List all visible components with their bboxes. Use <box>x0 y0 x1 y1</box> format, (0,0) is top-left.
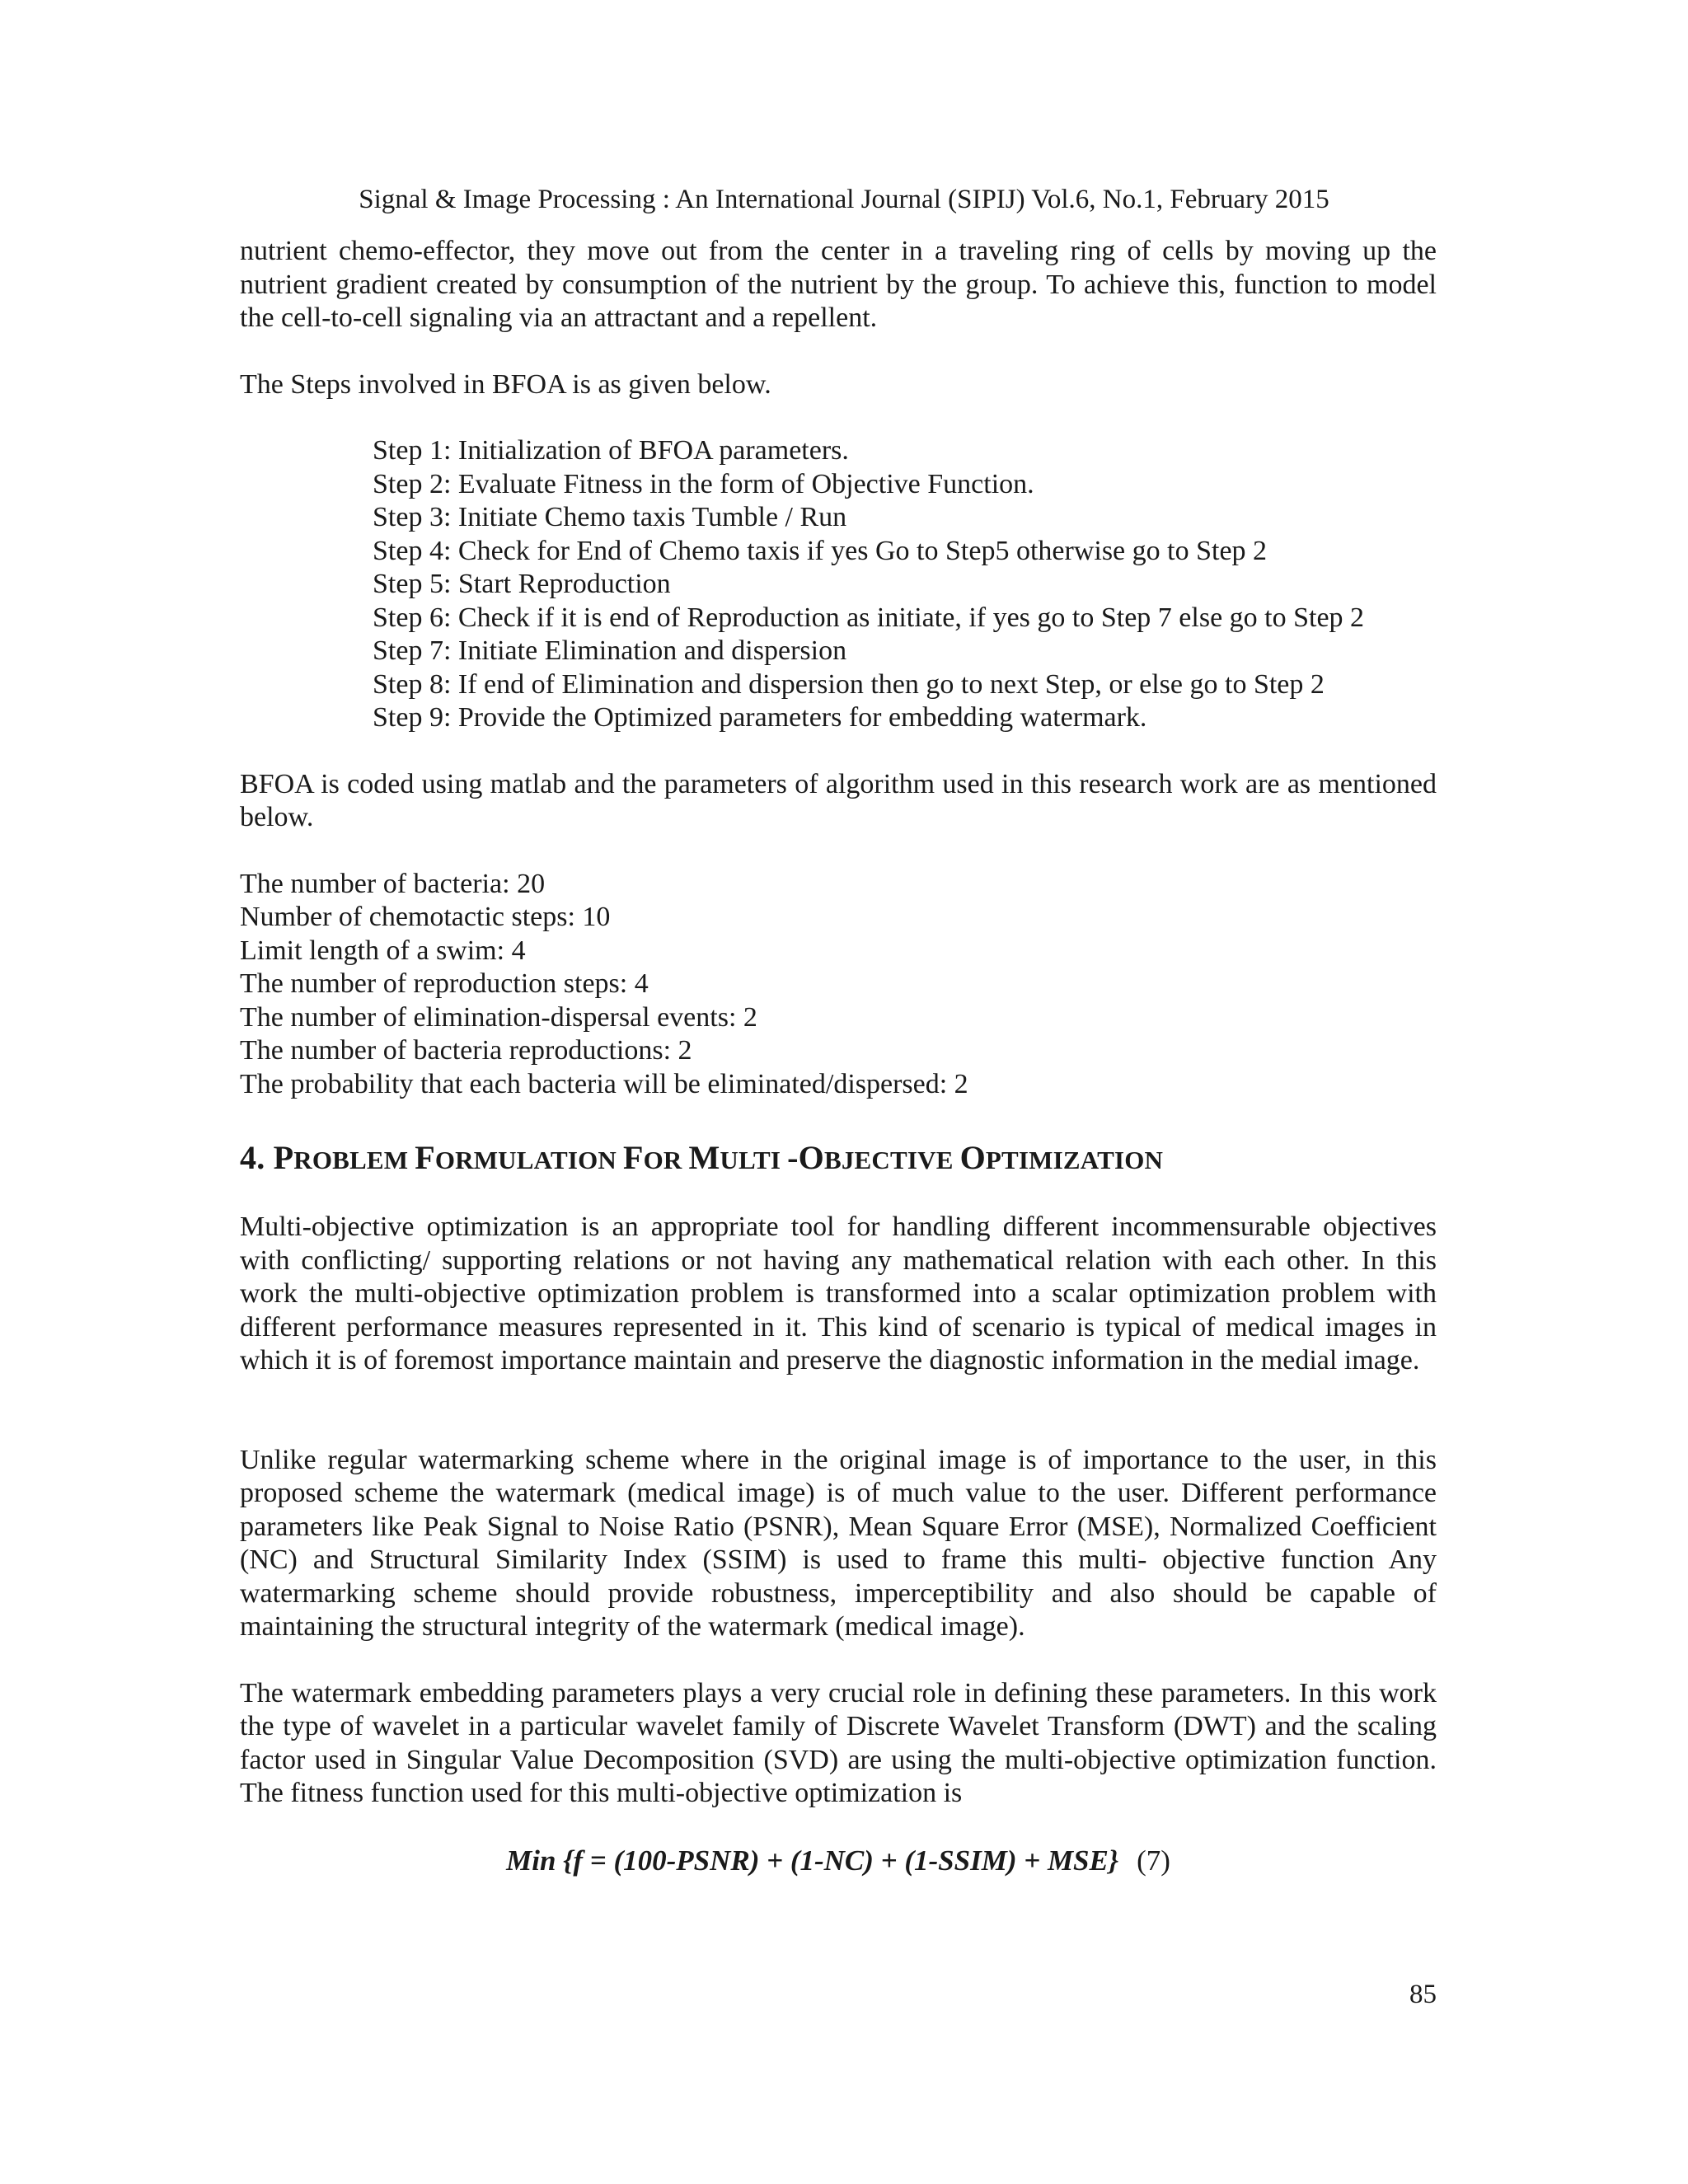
step-item: Step 5: Start Reproduction <box>373 569 671 599</box>
heading-part: BJECTIVE <box>823 1146 960 1174</box>
heading-part: O <box>959 1139 986 1176</box>
step-item: Step 9: Provide the Optimized parameters for embedding watermark. <box>373 702 1147 733</box>
parameter-item: Number of chemotactic steps: 10 <box>240 902 611 932</box>
page-content <box>240 235 1437 1878</box>
intro-paragraph: nutrient chemo-effector, they move out from the center in a traveling ring of cells by moving up the nutrient gradient created by consumption of the nutrient by the group. To achieve this, function to model the cell-to-cell signaling via an attractant and a repellent. <box>240 236 1437 333</box>
fitness-equation <box>240 1844 1437 1878</box>
section-paragraph-1: Multi-objective optimization is an appropriate tool for handling different incommensurable objectives with conflicting/ supporting relations or not having any mathematical relation with each other. In this work the multi-objective optimization problem is transformed into a scalar optimization problem with different performance measures represented in it. This kind of scenario is typical of medical images in which it is of foremost importance maintain and preserve the diagnostic information in the medial image. <box>240 1212 1437 1376</box>
parameter-item: The probability that each bacteria will be eliminated/dispersed: 2 <box>240 1068 968 1099</box>
running-header: Signal & Image Processing : An International Journal (SIPIJ) Vol.6, No.1, February 2015 <box>359 185 1329 214</box>
heading-part: 4. P <box>240 1139 294 1176</box>
steps-intro: The Steps involved in BFOA is as given below. <box>240 368 771 400</box>
parameter-item: The number of reproduction steps: 4 <box>240 968 649 999</box>
step-item: Step 8: If end of Elimination and dispersion then go to next Step, or else go to Step 2 <box>373 668 1325 700</box>
heading-part: F <box>415 1139 435 1176</box>
step-item: Step 7: Initiate Elimination and dispersion <box>373 635 847 666</box>
parameter-item: The number of elimination-dispersal events: 2 <box>240 1001 757 1033</box>
heading-part: -O <box>787 1139 824 1176</box>
step-item: Step 3: Initiate Chemo taxis Tumble / Run <box>373 502 847 532</box>
heading-part: OR <box>643 1146 689 1174</box>
heading-part: ORMULATION <box>434 1146 623 1174</box>
equation-number: (7) <box>1137 1844 1170 1877</box>
section-paragraph-2: Unlike regular watermarking scheme where in the original image is of importance to the user, in this proposed scheme the watermark (medical image) is of much value to the user. Different performance parameters like Peak Signal to Noise Ratio (PSNR), Mean Square Error (MSE), Normalized Coefficient (NC) and Structural Similarity Index (SSIM) is used to frame this multi- objective function Any watermarking scheme should provide robustness, imperceptibility and also should be capable of maintaining the structural integrity of the watermark (medical image). <box>240 1444 1437 1642</box>
parameter-item: The number of bacteria reproductions: 2 <box>240 1035 692 1066</box>
step-item: Step 6: Check if it is end of Reproduction as initiate, if yes go to Step 7 else go to Step 2 <box>373 602 1365 633</box>
step-item: Step 2: Evaluate Fitness in the form of Objective Function. <box>373 468 1034 499</box>
parameter-item: Limit length of a swim: 4 <box>240 935 526 966</box>
equation-body: Min {f = (100-PSNR) + (1-NC) + (1-SSIM) + MSE} <box>506 1844 1119 1877</box>
page-number: 85 <box>1409 1980 1437 2009</box>
heading-part: M <box>688 1139 720 1176</box>
params-intro: BFOA is coded using matlab and the parameters of algorithm used in this research work are as mentioned below. <box>240 768 1437 832</box>
heading-part: ROBLEM <box>293 1146 415 1174</box>
bfoa-parameters-list <box>240 868 1437 1102</box>
step-item: Step 4: Check for End of Chemo taxis if yes Go to Step5 otherwise go to Step 2 <box>373 535 1268 566</box>
section-paragraph-3: The watermark embedding parameters plays a very crucial role in defining these parameters. In this work the type of wavelet in a particular wavelet family of Discrete Wavelet Transform (DWT) and the scaling factor used in Singular Value Decomposition (SVD) are using the multi-objective optimization function. The fitness function used for this multi-objective optimization is <box>240 1677 1437 1808</box>
parameter-item: The number of bacteria: 20 <box>240 868 546 899</box>
step-item: Step 1: Initialization of BFOA parameters. <box>373 435 849 466</box>
bfoa-steps-list <box>240 434 1437 735</box>
heading-part: F <box>622 1139 644 1176</box>
section-heading <box>240 1137 1437 1181</box>
heading-part: ULTI <box>720 1146 788 1174</box>
heading-part: PTIMIZATION <box>985 1146 1164 1174</box>
